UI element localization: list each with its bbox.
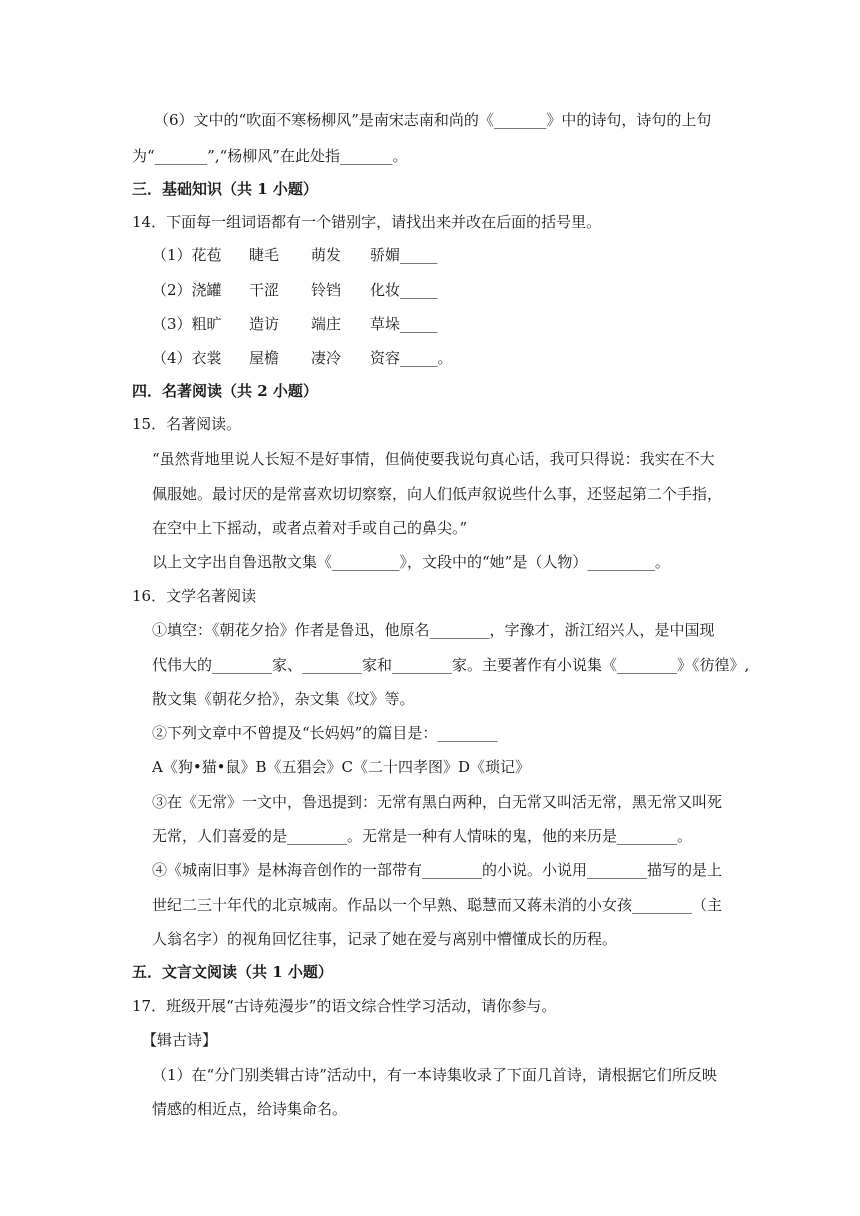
q13-6-line1: （6）文中的“吹面不寒杨柳风”是南宋志南和尚的《_______》中的诗句，诗句的上句	[154, 111, 712, 129]
q14-row-4-word3: 凄冷	[311, 349, 342, 367]
q14-row-3-word3: 端庄	[311, 315, 342, 333]
q14-row-4: （4）衣裳	[152, 349, 222, 367]
q16-part2: ②下列文章中不曾提及“长妈妈”的篇目是：________	[152, 724, 498, 742]
q14-row-2-word4: 化妆_____	[370, 281, 438, 299]
q17-part1-line2: 情感的相近点，给诗集命名。	[152, 1100, 348, 1118]
q14-row-2: （2）浇罐	[152, 281, 222, 299]
q15-stem: 15．名著阅读。	[132, 415, 242, 433]
q14-row-3: （3）粗旷	[152, 315, 222, 333]
q16-part4-line2: 世纪二三十年代的北京城南。作品以一个早熟、聪慧而又蒋未消的小女孩________（主	[152, 896, 723, 914]
q16-part4-line1: ④《城南旧事》是林海音创作的一部带有________的小说。小说用________描写的是上	[152, 861, 723, 879]
q16-part1-line1: ①填空：《朝花夕拾》作者是鲁迅，他原名________，字豫才，浙江绍兴人，是中国现	[152, 621, 715, 639]
q14-row-3-word4: 草垛_____	[370, 315, 438, 333]
q14-row-2-word3: 铃铛	[311, 281, 342, 299]
q16-part1-line2: 代伟大的________家、________家和________家。主要著作有小说集《________》《彷徨》,	[152, 656, 750, 674]
q16-part1-line3: 散文集《朝花夕拾》，杂文集《坟》等。	[152, 690, 415, 708]
q14-row-4-word2: 屋檐	[249, 349, 280, 367]
q15-question: 以上文字出自鲁迅散文集《_________》，文段中的“她”是（人物）_________。	[152, 553, 670, 571]
q17-part1-line1: （1）在“分门别类辑古诗”活动中，有一本诗集收录了下面几首诗，请根据它们所反映	[152, 1066, 717, 1084]
q14-row-1: （1）花苞	[152, 246, 222, 264]
q17-subheading: 【辑古诗】	[142, 1031, 218, 1049]
q15-quote-line3: 在空中上下摇动，或者点着对手或自己的鼻尖。”	[152, 519, 468, 537]
q14-row-2-word2: 干涩	[249, 281, 280, 299]
q14-row-1-word3: 萌发	[311, 246, 342, 264]
q14-stem: 14．下面每一组词语都有一个错别字，请找出来并改在后面的括号里。	[132, 213, 602, 231]
q15-quote-line1: “虽然背地里说人长短不是好事情，但倘使要我说句真心话，我可只得说：我实在不大	[152, 450, 715, 468]
q15-quote-line2: 佩服她。最讨厌的是常喜欢切切察察，向人们低声叙说些什么事，还竖起第二个手指，	[152, 485, 723, 503]
q16-stem: 16．文学名著阅读	[132, 587, 257, 605]
q14-row-3-word2: 造访	[249, 315, 280, 333]
q14-row-1-word4: 骄媚_____	[370, 246, 438, 264]
q13-6-line2: 为“_______”,“杨柳风”在此处指_______。	[132, 147, 408, 165]
q16-part3-line1: ③在《无常》一文中，鲁迅提到：无常有黑白两种，白无常又叫活无常，黑无常又叫死	[152, 793, 723, 811]
section-heading-5: 五．文言文阅读（共 1 小题）	[132, 963, 333, 981]
section-heading-3: 三．基础知识（共 1 小题）	[132, 180, 318, 198]
q17-stem: 17．班级开展“古诗苑漫步”的语文综合性学习活动，请你参与。	[132, 997, 557, 1015]
q16-part3-line2: 无常，人们喜爱的是________。无常是一种有人情味的鬼，他的来历是________。	[152, 827, 693, 845]
q16-options: A《狗•猫•鼠》B《五猖会》C《二十四孝图》D《琐记》	[152, 758, 531, 776]
q16-part4-line3: 人翁名字）的视角回忆往事，记录了她在爱与离别中懵懂成长的历程。	[152, 930, 618, 948]
q14-row-4-word4: 资容_____。	[370, 349, 453, 367]
q14-row-1-word2: 睫毛	[249, 246, 280, 264]
section-heading-4: 四．名著阅读（共 2 小题）	[132, 382, 318, 400]
